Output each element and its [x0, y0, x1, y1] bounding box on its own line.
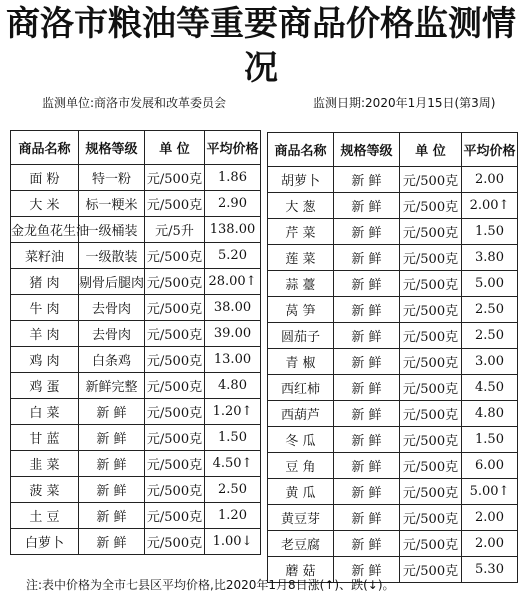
cell-grade: 一级桶装 [79, 217, 145, 243]
cell-price: 2.50 [462, 297, 518, 323]
table-row [268, 453, 518, 479]
cell-name: 菠 菜 [11, 477, 79, 503]
table-row [268, 375, 518, 401]
cell-unit: 元/500克 [400, 349, 462, 375]
cell-name: 鸡 蛋 [11, 373, 79, 399]
cell-unit: 元/500克 [400, 375, 462, 401]
cell-grade: 新 鲜 [334, 245, 400, 271]
cell-name: 大 米 [11, 191, 79, 217]
cell-price: 5.20 [205, 243, 261, 269]
cell-name: 老豆腐 [268, 531, 334, 557]
cell-price: 1.20 [205, 503, 261, 529]
cell-unit: 元/500克 [400, 297, 462, 323]
cell-name: 胡萝卜 [268, 167, 334, 193]
cell-price: 2.90 [205, 191, 261, 217]
cell-grade: 新 鲜 [334, 297, 400, 323]
cell-name: 西红柿 [268, 375, 334, 401]
cell-unit: 元/500克 [145, 529, 205, 555]
cell-unit: 元/500克 [400, 505, 462, 531]
cell-price: 2.00 [462, 531, 518, 557]
cell-name: 韭 菜 [11, 451, 79, 477]
cell-price: 3.00 [462, 349, 518, 375]
table-row [268, 271, 518, 297]
cell-grade: 新 鲜 [334, 375, 400, 401]
cell-unit: 元/500克 [145, 165, 205, 191]
footnote: 注:表中价格为全市七县区平均价格,比2020年1月8日涨(↑)、跌(↓)。 [26, 578, 395, 592]
cell-unit: 元/500克 [400, 427, 462, 453]
cell-unit: 元/500克 [400, 219, 462, 245]
table-row [11, 503, 261, 529]
table-row [268, 219, 518, 245]
table-header-row [268, 133, 518, 167]
table-row [11, 165, 261, 191]
cell-grade: 新 鲜 [334, 505, 400, 531]
cell-grade: 白条鸡 [79, 347, 145, 373]
cell-unit: 元/500克 [145, 425, 205, 451]
cell-price: 4.80 [205, 373, 261, 399]
table-row [11, 373, 261, 399]
cell-unit: 元/500克 [145, 477, 205, 503]
cell-grade: 新 鲜 [79, 477, 145, 503]
cell-price: 2.50 [462, 323, 518, 349]
cell-grade: 新 鲜 [79, 503, 145, 529]
cell-grade: 新 鲜 [334, 401, 400, 427]
monitor-unit: 监测单位:商洛市发展和改革委员会 [42, 96, 227, 110]
cell-grade: 新 鲜 [334, 349, 400, 375]
table-row [11, 451, 261, 477]
cell-grade: 特一粉 [79, 165, 145, 191]
cell-name: 蘑 菇 [268, 557, 334, 583]
table-row [268, 193, 518, 219]
cell-unit: 元/500克 [145, 295, 205, 321]
cell-grade: 新 鲜 [334, 427, 400, 453]
cell-grade: 新 鲜 [79, 529, 145, 555]
table-row [268, 505, 518, 531]
header-unit: 单 位 [400, 133, 462, 167]
cell-grade: 新 鲜 [79, 399, 145, 425]
cell-price: 1.50 [462, 427, 518, 453]
cell-price: 2.00↑ [462, 193, 518, 219]
cell-price: 13.00 [205, 347, 261, 373]
header-grade: 规格等级 [79, 131, 145, 165]
cell-price: 1.50 [462, 219, 518, 245]
table-row [11, 295, 261, 321]
cell-price: 1.50 [205, 425, 261, 451]
table-row [11, 477, 261, 503]
cell-name: 青 椒 [268, 349, 334, 375]
cell-unit: 元/500克 [400, 401, 462, 427]
table-row [268, 427, 518, 453]
cell-price: 5.00↑ [462, 479, 518, 505]
cell-price: 6.00 [462, 453, 518, 479]
cell-price: 4.50 [462, 375, 518, 401]
table-row [268, 245, 518, 271]
cell-price: 5.00 [462, 271, 518, 297]
cell-price: 1.86 [205, 165, 261, 191]
cell-name: 鸡 肉 [11, 347, 79, 373]
table-row [11, 321, 261, 347]
cell-grade: 新 鲜 [334, 453, 400, 479]
price-table-right [267, 132, 518, 583]
cell-unit: 元/500克 [400, 245, 462, 271]
cell-grade: 新 鲜 [79, 425, 145, 451]
header-name: 商品名称 [268, 133, 334, 167]
cell-name: 白 菜 [11, 399, 79, 425]
cell-grade: 标一粳米 [79, 191, 145, 217]
cell-name: 黄 瓜 [268, 479, 334, 505]
cell-name: 冬 瓜 [268, 427, 334, 453]
table-row [11, 425, 261, 451]
cell-unit: 元/500克 [145, 321, 205, 347]
cell-grade: 新 鲜 [334, 219, 400, 245]
price-table-left [10, 130, 261, 555]
cell-price: 2.00 [462, 505, 518, 531]
table-row [268, 323, 518, 349]
cell-name: 莲 菜 [268, 245, 334, 271]
cell-grade: 新 鲜 [334, 167, 400, 193]
monitor-date: 监测日期:2020年1月15日(第3周) [313, 96, 496, 110]
header-price: 平均价格 [462, 133, 518, 167]
cell-name: 土 豆 [11, 503, 79, 529]
cell-grade: 新 鲜 [334, 323, 400, 349]
cell-grade: 剔骨后腿肉 [79, 269, 145, 295]
cell-price: 5.30 [462, 557, 518, 583]
cell-grade: 去骨肉 [79, 321, 145, 347]
cell-name: 蒜 薹 [268, 271, 334, 297]
cell-name: 牛 肉 [11, 295, 79, 321]
cell-unit: 元/500克 [400, 323, 462, 349]
page-title: 商洛市粮油等重要商品价格监测情况 [6, 4, 516, 88]
cell-grade: 新鲜完整 [79, 373, 145, 399]
cell-price: 1.20↑ [205, 399, 261, 425]
cell-name: 黄豆芽 [268, 505, 334, 531]
table-row [11, 217, 261, 243]
cell-unit: 元/500克 [145, 243, 205, 269]
cell-price: 4.80 [462, 401, 518, 427]
table-row [268, 531, 518, 557]
cell-grade: 新 鲜 [79, 451, 145, 477]
cell-grade: 新 鲜 [334, 557, 400, 583]
cell-unit: 元/500克 [145, 373, 205, 399]
cell-name: 白萝卜 [11, 529, 79, 555]
cell-name: 羊 肉 [11, 321, 79, 347]
cell-unit: 元/500克 [400, 271, 462, 297]
header-name: 商品名称 [11, 131, 79, 165]
cell-unit: 元/500克 [400, 557, 462, 583]
table-row [11, 191, 261, 217]
cell-price: 28.00↑ [205, 269, 261, 295]
cell-name: 甘 蓝 [11, 425, 79, 451]
cell-unit: 元/500克 [400, 453, 462, 479]
cell-name: 菜籽油 [11, 243, 79, 269]
header-unit: 单 位 [145, 131, 205, 165]
cell-name: 西葫芦 [268, 401, 334, 427]
header-price: 平均价格 [205, 131, 261, 165]
cell-price: 138.00 [205, 217, 261, 243]
cell-unit: 元/5升 [145, 217, 205, 243]
cell-price: 4.50↑ [205, 451, 261, 477]
cell-unit: 元/500克 [145, 191, 205, 217]
cell-unit: 元/500克 [145, 347, 205, 373]
cell-unit: 元/500克 [400, 531, 462, 557]
cell-grade: 新 鲜 [334, 271, 400, 297]
table-row [11, 399, 261, 425]
cell-name: 金龙鱼花生油 [11, 217, 79, 243]
cell-unit: 元/500克 [145, 399, 205, 425]
table-row [268, 479, 518, 505]
cell-name: 芹 菜 [268, 219, 334, 245]
cell-unit: 元/500克 [400, 167, 462, 193]
cell-name: 豆 角 [268, 453, 334, 479]
cell-unit: 元/500克 [145, 269, 205, 295]
cell-name: 莴 笋 [268, 297, 334, 323]
cell-name: 圆茄子 [268, 323, 334, 349]
table-row [268, 401, 518, 427]
cell-grade: 新 鲜 [334, 479, 400, 505]
table-row [11, 347, 261, 373]
table-row [268, 297, 518, 323]
cell-grade: 一级散装 [79, 243, 145, 269]
cell-price: 2.00 [462, 167, 518, 193]
cell-name: 面 粉 [11, 165, 79, 191]
cell-grade: 去骨肉 [79, 295, 145, 321]
table-row [268, 167, 518, 193]
table-row [11, 269, 261, 295]
cell-unit: 元/500克 [400, 479, 462, 505]
table-row [268, 349, 518, 375]
header-grade: 规格等级 [334, 133, 400, 167]
cell-name: 大 葱 [268, 193, 334, 219]
cell-price: 3.80 [462, 245, 518, 271]
table-header-row [11, 131, 261, 165]
cell-price: 39.00 [205, 321, 261, 347]
table-row [11, 243, 261, 269]
cell-price: 38.00 [205, 295, 261, 321]
cell-grade: 新 鲜 [334, 193, 400, 219]
cell-name: 猪 肉 [11, 269, 79, 295]
cell-unit: 元/500克 [400, 193, 462, 219]
cell-grade: 新 鲜 [334, 531, 400, 557]
cell-price: 2.50 [205, 477, 261, 503]
table-row [11, 529, 261, 555]
cell-unit: 元/500克 [145, 451, 205, 477]
cell-price: 1.00↓ [205, 529, 261, 555]
cell-unit: 元/500克 [145, 503, 205, 529]
